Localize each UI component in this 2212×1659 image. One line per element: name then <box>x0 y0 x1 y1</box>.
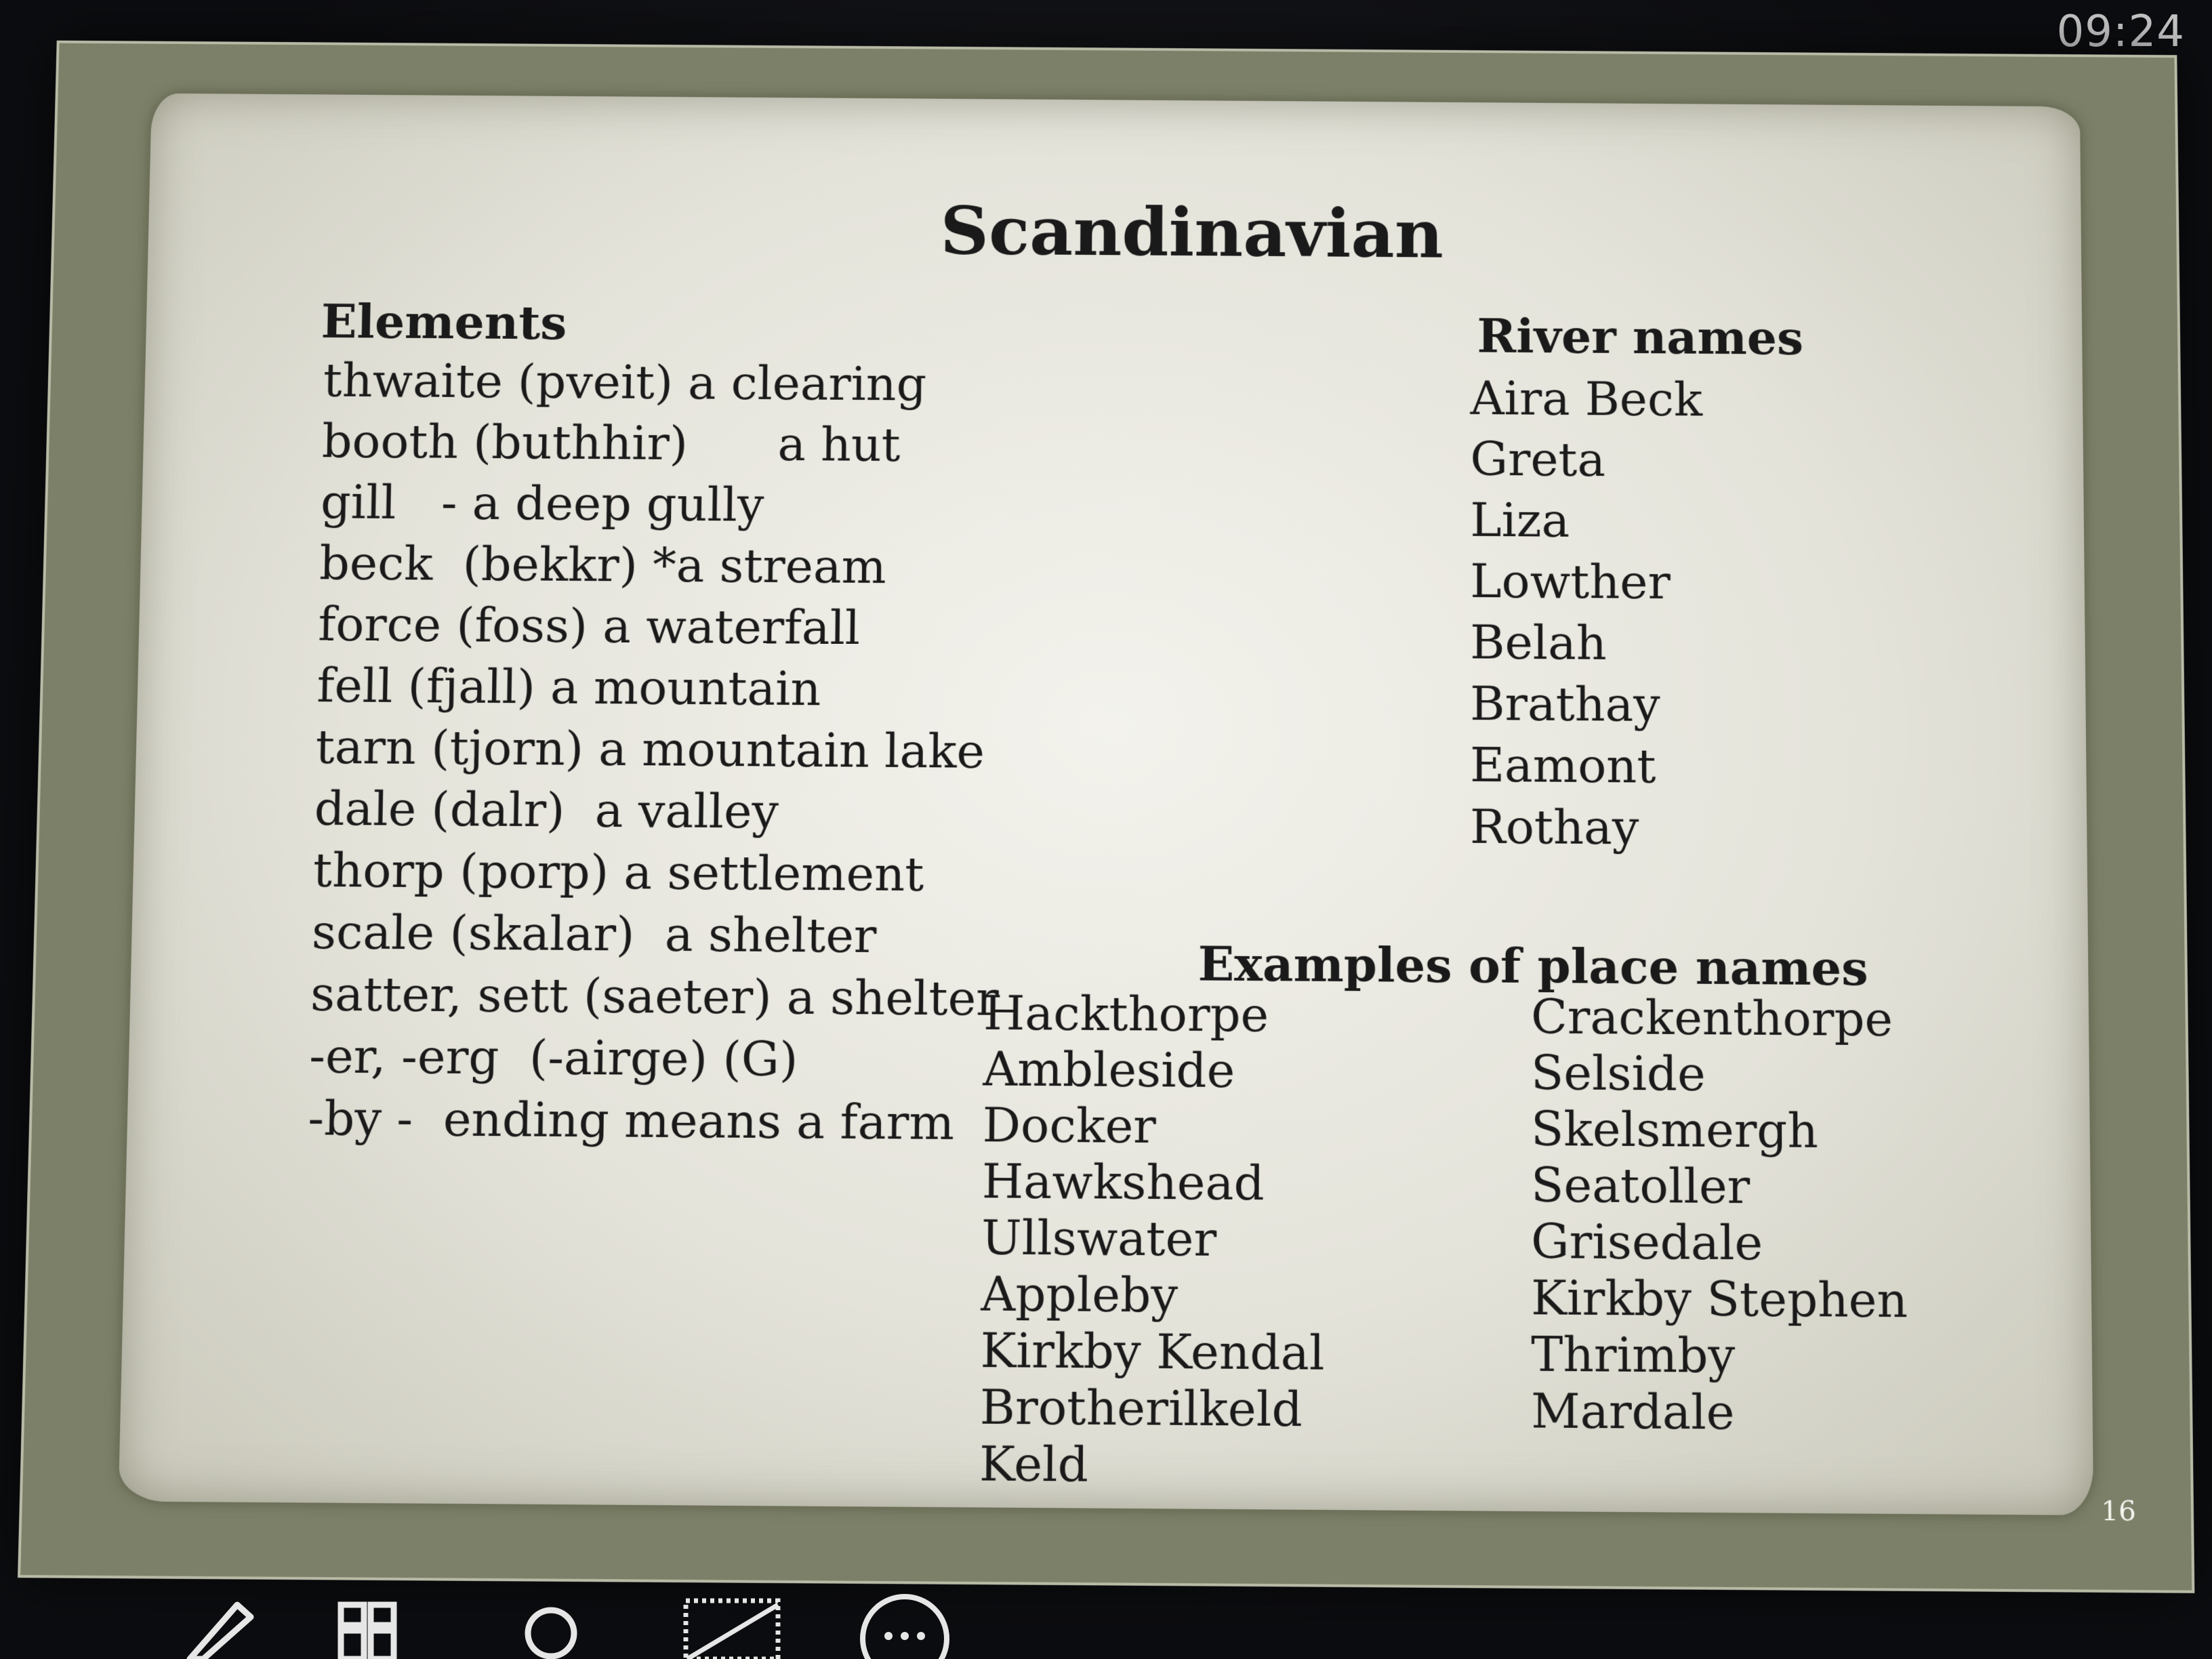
place-name: Crackenthorpe <box>1531 988 1893 1048</box>
more-options-button[interactable] <box>854 1584 956 1659</box>
zoom-button[interactable] <box>501 1584 603 1659</box>
clock: 09:24 <box>2056 7 2185 57</box>
element-item: -er, -erg (-airge) (G) <box>308 1027 798 1088</box>
element-item: thwaite (pveit) a clearing <box>323 352 927 412</box>
place-name: Skelsmergh <box>1531 1101 1818 1160</box>
slide-paper <box>119 94 2094 1515</box>
element-item: dale (dalr) a valley <box>314 780 779 840</box>
element-item: gill - a deep gully <box>320 474 764 533</box>
place-name: Selside <box>1531 1044 1706 1103</box>
place-name: Seatoller <box>1531 1157 1750 1215</box>
element-item: scale (skalar) a shelter <box>311 903 877 964</box>
elements-heading: Elements <box>320 293 568 351</box>
screen-toggle-icon <box>678 1591 786 1659</box>
pen-button[interactable] <box>169 1584 271 1659</box>
place-name: Docker <box>982 1097 1157 1155</box>
examples-column-a <box>979 985 1326 1494</box>
element-item: force (foss) a waterfall <box>317 596 861 656</box>
river-name: Liza <box>1470 492 1570 548</box>
slide <box>18 41 2194 1593</box>
place-name: Keld <box>979 1435 1089 1493</box>
river-name: Rothay <box>1469 798 1639 856</box>
place-name: Ambleside <box>983 1040 1235 1099</box>
river-names-heading: River names <box>1477 308 1804 366</box>
element-item: -by - ending means a farm <box>307 1090 955 1151</box>
place-name: Thrimby <box>1531 1326 1736 1385</box>
slides-grid-icon <box>329 1591 410 1659</box>
place-name: Hawkshead <box>981 1153 1265 1212</box>
examples-column-b <box>1531 989 1908 1442</box>
more-options-icon <box>857 1591 952 1659</box>
place-name: Grisedale <box>1531 1213 1763 1271</box>
examples-heading: Examples of place names <box>1197 935 1868 997</box>
river-name: Brathay <box>1470 676 1660 733</box>
place-name: Brotherilkeld <box>979 1378 1303 1438</box>
place-name: Mardale <box>1531 1382 1735 1441</box>
river-name: Lowther <box>1470 553 1671 610</box>
presentation-toolbar <box>0 1578 2212 1659</box>
place-name: Kirkby Kendal <box>980 1322 1325 1381</box>
river-names-list <box>1470 368 1704 859</box>
slide-number: 16 <box>2101 1495 2137 1528</box>
element-item: thorp (porp) a settlement <box>312 842 924 903</box>
element-item: fell (fjall) a mountain <box>316 657 821 717</box>
pen-icon <box>180 1591 261 1659</box>
river-name: Aira Beck <box>1470 370 1703 428</box>
place-name: Ullswater <box>981 1209 1217 1268</box>
zoom-icon <box>512 1591 593 1659</box>
river-name: Greta <box>1470 431 1605 487</box>
slide-frame <box>18 41 2194 1593</box>
place-name: Appleby <box>981 1265 1179 1324</box>
river-name: Belah <box>1470 614 1607 671</box>
slide-title: Scandinavian <box>939 191 1443 274</box>
element-item: booth (buthhir) a hut <box>321 413 901 472</box>
element-item: tarn (tjorn) a mountain lake <box>314 719 985 779</box>
river-name: Eamont <box>1470 737 1656 794</box>
slides-grid-button[interactable] <box>319 1584 420 1659</box>
element-item: beck (bekkr) *a stream <box>319 535 887 594</box>
place-name: Hackthorpe <box>983 985 1269 1043</box>
element-item: satter, sett (saeter) a shelter <box>310 966 1000 1027</box>
elements-list <box>308 350 1005 1155</box>
screen-toggle-button[interactable] <box>681 1584 783 1659</box>
place-name: Kirkby Stephen <box>1531 1269 1908 1329</box>
